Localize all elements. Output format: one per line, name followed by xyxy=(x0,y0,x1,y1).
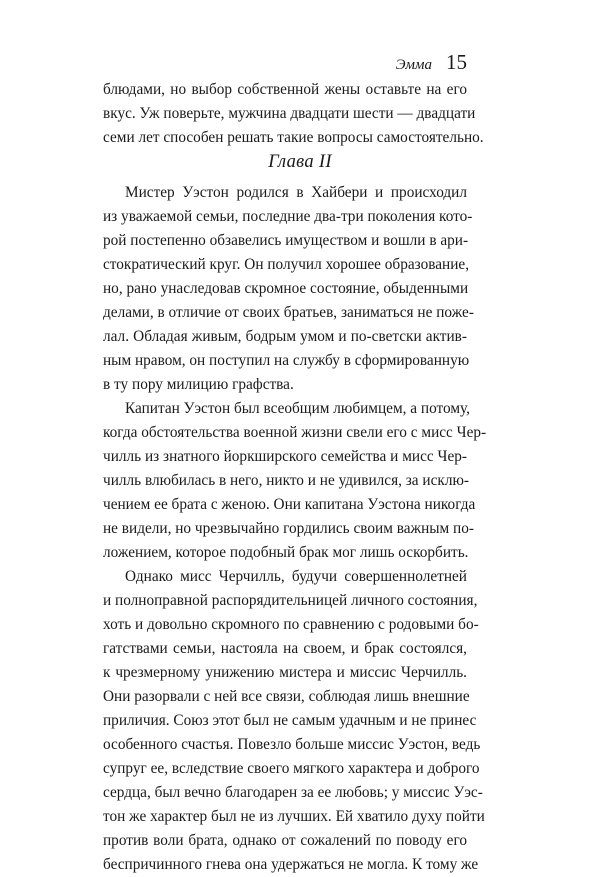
text-line: хоть и довольно скромного по сравнению с родовыми бо- xyxy=(103,616,479,633)
text-line: блюдами, но выбор собственной жены оставьте на его xyxy=(103,81,467,98)
text-line: делами, в отличие от своих братьев, заниматься не поже- xyxy=(103,304,474,321)
text-line: но, рано унаследовав скромное состояние, обыденными xyxy=(103,280,469,297)
paragraph-1 xyxy=(103,181,474,397)
carryover-paragraph xyxy=(103,78,484,150)
text-line: гатствами семьи, настояла на своем, и брак состоялся, xyxy=(103,640,467,657)
text-line: в ту пору милицию графства. xyxy=(103,376,294,393)
text-line: чением ее брата с женою. Они капитана Уэстона никогда xyxy=(103,496,476,513)
text-line: лал. Обладая живым, бодрым умом и по-светски актив- xyxy=(103,328,467,345)
text-line: супруг ее, вследствие своего мягкого характера и доброго xyxy=(103,760,480,777)
text-line: Мистер Уэстон родился в Хайбери и происходил xyxy=(125,184,467,201)
text-line: рой постепенно обзавелись имуществом и вошли в ари- xyxy=(103,232,469,249)
text-line: приличия. Союз этот был не самым удачным и не принес xyxy=(103,712,477,729)
chapter-heading: Глава II xyxy=(268,152,332,172)
text-line: стократический круг. Он получил хорошее образование, xyxy=(103,256,470,273)
text-line: когда обстоятельства военной жизни свели его с мисс Чер- xyxy=(103,424,487,441)
text-line: Однако мисс Черчилль, будучи совершеннолетней xyxy=(125,568,467,585)
text-line: ным нравом, он поступил на службу в сформированную xyxy=(103,352,470,369)
text-line: к чрезмерному унижению мистера и миссис Черчилль. xyxy=(103,664,467,681)
text-line: особенного счастья. Повезло больше миссис Уэстон, ведь xyxy=(103,736,481,753)
text-line: вкус. Уж поверьте, мужчина двадцати шести — двадцати xyxy=(103,105,476,122)
text-line: ложением, которое подобный брак мог лишь оскорбить. xyxy=(103,544,469,561)
running-head-title: Эмма xyxy=(395,57,432,73)
text-line: Они разорвали с ней все связи, соблюдая лишь внешние xyxy=(103,688,470,705)
paragraph-2 xyxy=(103,397,487,565)
paragraph-3 xyxy=(103,565,485,877)
page-number: 15 xyxy=(446,50,467,74)
text-line: против воли брата, однако от сожалений по поводу его xyxy=(103,832,467,849)
text-line: беспричинного гнева она удержаться не могла. К тому же xyxy=(103,856,479,873)
text-line: Капитан Уэстон был всеобщим любимцем, а потому, xyxy=(125,400,471,417)
text-line: чилль из знатного йоркширского семейства и мисс Чер- xyxy=(103,448,467,465)
text-line: чилль влюбилась в него, никто и не удивился, за исклю- xyxy=(103,472,469,489)
text-line: тон же характер был не из лучших. Ей хватило духу пойти xyxy=(103,808,485,825)
text-line: не видели, но чрезвычайно гордились своим важным по- xyxy=(103,520,474,537)
text-line: сердца, был вечно благодарен за ее любовь; у миссис Уэс- xyxy=(103,784,483,801)
text-line: из уважаемой семьи, последние два-три поколения кото- xyxy=(103,208,473,225)
text-line: и полноправной распорядительницей личного состояния, xyxy=(103,592,478,609)
running-head xyxy=(396,50,467,75)
text-line: семи лет способен решать такие вопросы самостоятельно. xyxy=(103,129,484,146)
chapter-body xyxy=(103,181,487,877)
